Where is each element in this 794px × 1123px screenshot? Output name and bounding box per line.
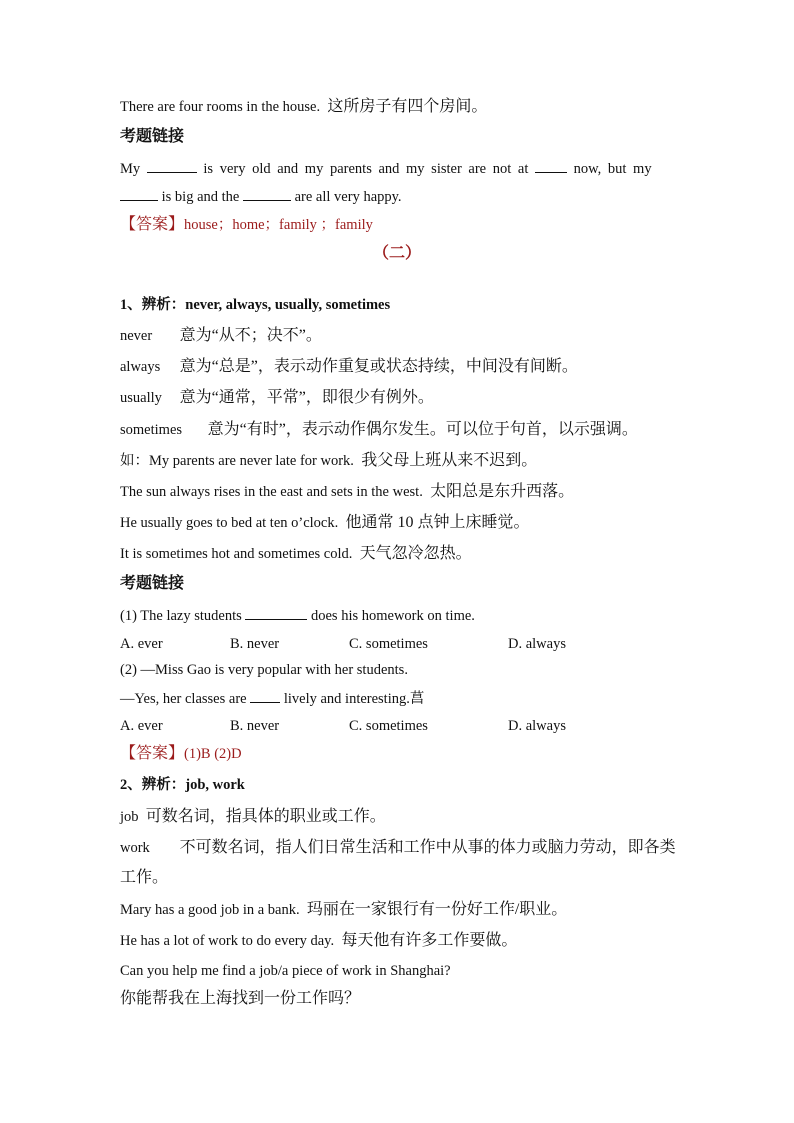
options-row-1 <box>120 635 680 653</box>
def-word: sometimes <box>120 422 183 438</box>
section-heading-adverbs: 1、辨析：never, always, usually, sometimes <box>120 297 391 313</box>
example-en: It is sometimes hot and sometimes cold. <box>120 546 353 562</box>
example-en: He usually goes to bed at ten o’clock. <box>120 515 339 531</box>
example-en: Mary has a good job in a bank. <box>120 902 300 918</box>
def-word: job <box>120 809 139 825</box>
def-meaning: 可数名词，指具体的职业或工作。 <box>145 808 386 825</box>
definition-job <box>120 808 680 826</box>
q-text: —Yes, her classes are <box>120 691 247 707</box>
example-zh: 每天他有许多工作要做。 <box>341 932 518 949</box>
option-d: D. always <box>508 636 566 652</box>
example-3 <box>120 514 680 532</box>
answer-blank <box>120 187 158 201</box>
answer-blank <box>250 689 280 703</box>
example-en: 如：My parents are never late for work. <box>120 453 354 469</box>
section-heading-job-work: 2、辨析：job, work <box>120 777 245 793</box>
example-work <box>120 932 680 950</box>
def-meaning: 意为“有时”，表示动作偶尔发生。可以位于句首，以示强调。 <box>207 421 638 438</box>
def-word: usually <box>120 390 162 406</box>
question-line-1 <box>120 159 680 178</box>
definition-sometimes <box>120 421 680 439</box>
q-text: now, but my <box>573 161 652 177</box>
question-2-reply <box>120 689 680 708</box>
exam-link-heading: 考题链接 <box>120 575 185 592</box>
example-last-zh: 你能帮我在上海找到一份工作吗？ <box>120 990 361 1007</box>
answer-blank <box>147 159 197 173</box>
answer-line <box>120 745 680 763</box>
options-row-2 <box>120 717 680 735</box>
question-2: (2) —Miss Gao is very popular with her students. <box>120 662 408 678</box>
answer-blank <box>535 159 567 173</box>
answer-blank <box>245 606 307 620</box>
def-meaning: 意为“通常，平常”，即很少有例外。 <box>179 389 434 406</box>
def-meaning: 不可数名词，指人们日常生活和工作中从事的体力或脑力劳动，即各类 <box>179 839 676 856</box>
example-zh: 我父母上班从来不迟到。 <box>361 452 538 469</box>
answer-tag: 【答案】 <box>120 745 185 762</box>
answer-line <box>120 216 680 234</box>
question-line-2 <box>120 187 680 206</box>
example-en: The sun always rises in the east and sets in the west. <box>120 484 423 500</box>
exam-link-heading: 考题链接 <box>120 128 185 145</box>
def-word: work <box>120 840 150 856</box>
example-job <box>120 901 680 919</box>
q-text: is very old and my parents and my sister are not at <box>203 161 529 177</box>
option-a: A. ever <box>120 718 163 734</box>
definition-never <box>120 327 680 345</box>
example-last-en: Can you help me find a job/a piece of work in Shanghai? <box>120 963 451 979</box>
answer-text: house；home；family ；family <box>184 217 373 233</box>
option-d: D. always <box>508 718 566 734</box>
definition-always <box>120 358 680 376</box>
q-text: are all very happy. <box>294 189 402 205</box>
example-sentence <box>120 98 680 116</box>
definition-work-cont: 工作。 <box>120 869 169 886</box>
def-meaning: 意为“总是”，表示动作重复或状态持续，中间没有间断。 <box>179 358 578 375</box>
example-zh: 太阳总是东升西落。 <box>430 483 575 500</box>
example-4 <box>120 545 680 563</box>
example-2 <box>120 483 680 501</box>
answer-text: (1)B (2)D <box>184 746 242 762</box>
option-c: C. sometimes <box>349 718 428 734</box>
def-word: never <box>120 328 153 344</box>
example-en: He has a lot of work to do every day. <box>120 933 335 949</box>
example-zh: 这所房子有四个房间。 <box>327 98 488 115</box>
section-title: （二） <box>372 245 421 262</box>
option-a: A. ever <box>120 636 163 652</box>
example-zh: 他通常 10 点钟上床睡觉。 <box>345 514 530 531</box>
def-word: always <box>120 359 161 375</box>
q-text: lively and interesting.菖 <box>283 691 425 707</box>
q-text: (1) The lazy students <box>120 608 242 624</box>
option-b: B. never <box>230 636 280 652</box>
example-zh: 玛丽在一家银行有一份好工作/职业。 <box>306 901 568 918</box>
question-1 <box>120 606 680 625</box>
option-c: C. sometimes <box>349 636 428 652</box>
definition-work <box>120 839 680 857</box>
def-meaning: 意为“从不；决不”。 <box>179 327 322 344</box>
example-en: There are four rooms in the house. <box>120 99 321 115</box>
example-1 <box>120 452 680 470</box>
example-zh: 天气忽冷忽热。 <box>359 545 472 562</box>
option-b: B. never <box>230 718 280 734</box>
answer-blank <box>243 187 291 201</box>
q-text: does his homework on time. <box>311 608 475 624</box>
definition-usually <box>120 389 680 407</box>
q-text: My <box>120 161 141 177</box>
q-text: is big and the <box>161 189 240 205</box>
answer-tag: 【答案】 <box>120 216 185 233</box>
